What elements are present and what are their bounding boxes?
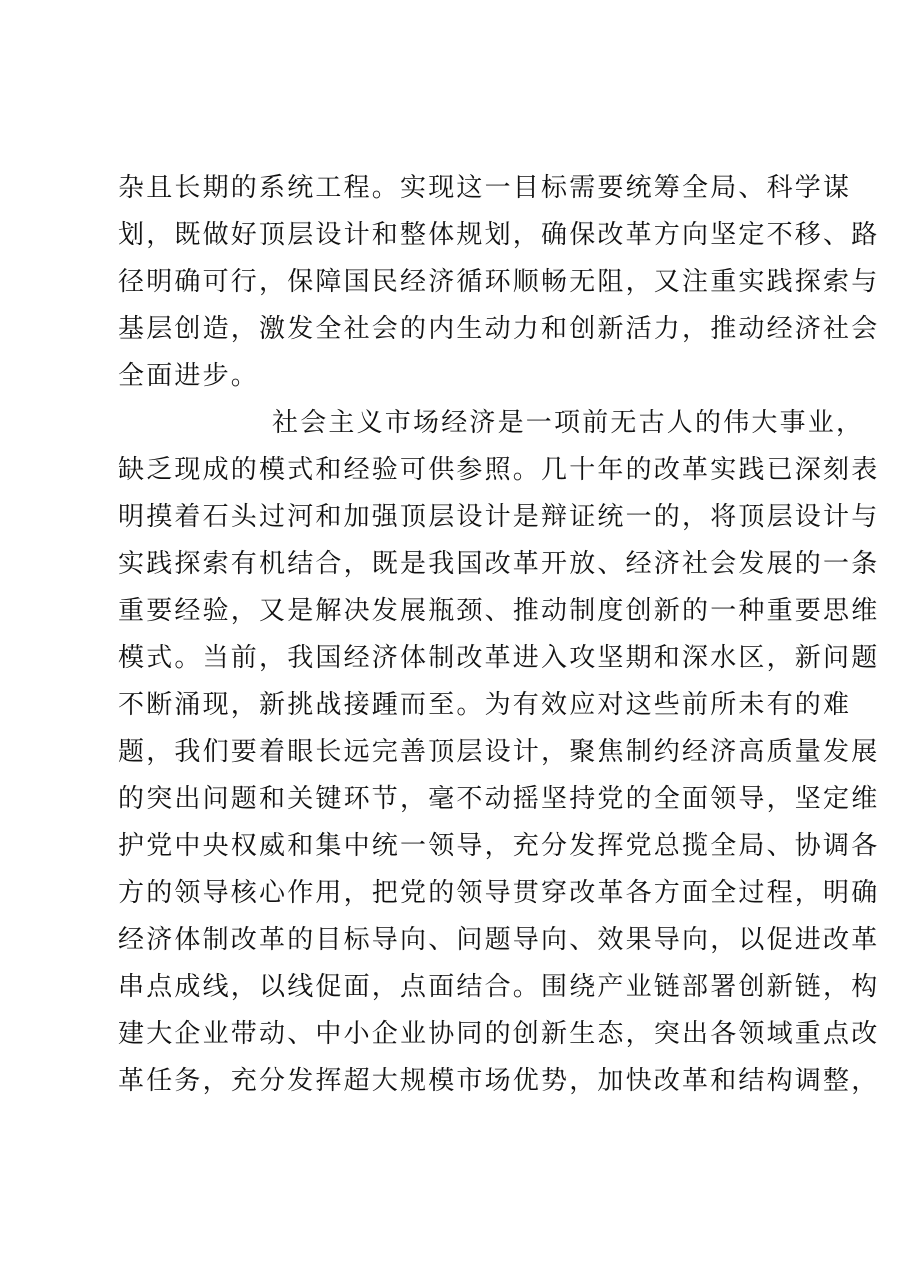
text-line: 划，既做好顶层设计和整体规划，确保改革方向坚定不移、路 [118,220,880,250]
text-line: 全面进步。 [118,361,260,391]
text-line: 径明确可行，保障国民经济循环顺畅无阻，又注重实践探索与 [118,267,880,297]
text-line: 经济体制改革的目标导向、问题导向、效果导向，以促进改革 [118,925,880,955]
text-line: 实践探索有机结合，既是我国改革开放、经济社会发展的一条 [118,549,880,579]
text-line: 方的领导核心作用，把党的领导贯穿改革各方面全过程，明确 [118,878,880,908]
text-line: 模式。当前，我国经济体制改革进入攻坚期和深水区，新问题 [118,643,880,673]
text-line: 革任务，充分发挥超大规模市场优势，加快改革和结构调整， [118,1066,880,1096]
text-line: 缺乏现成的模式和经验可供参照。几十年的改革实践已深刻表 [118,455,880,485]
text-line: 串点成线，以线促面，点面结合。围绕产业链部署创新链，构 [118,972,880,1002]
text-line: 题，我们要着眼长远完善顶层设计，聚焦制约经济高质量发展 [118,737,880,767]
text-line: 社会主义市场经济是一项前无古人的伟大事业， [272,408,865,438]
text-line: 明摸着石头过河和加强顶层设计是辩证统一的，将顶层设计与 [118,502,880,532]
text-line: 基层创造，激发全社会的内生动力和创新活力，推动经济社会 [118,314,880,344]
text-line: 建大企业带动、中小企业协同的创新生态，突出各领域重点改 [118,1019,880,1049]
text-line: 护党中央权威和集中统一领导，充分发挥党总揽全局、协调各 [118,831,880,861]
text-line: 的突出问题和关键环节，毫不动摇坚持党的全面领导，坚定维 [118,784,880,814]
text-line: 杂且长期的系统工程。实现这一目标需要统筹全局、科学谋 [118,173,852,203]
text-line: 不断涌现，新挑战接踵而至。为有效应对这些前所未有的难 [118,690,852,720]
text-line: 重要经验，又是解决发展瓶颈、推动制度创新的一种重要思维 [118,596,880,626]
